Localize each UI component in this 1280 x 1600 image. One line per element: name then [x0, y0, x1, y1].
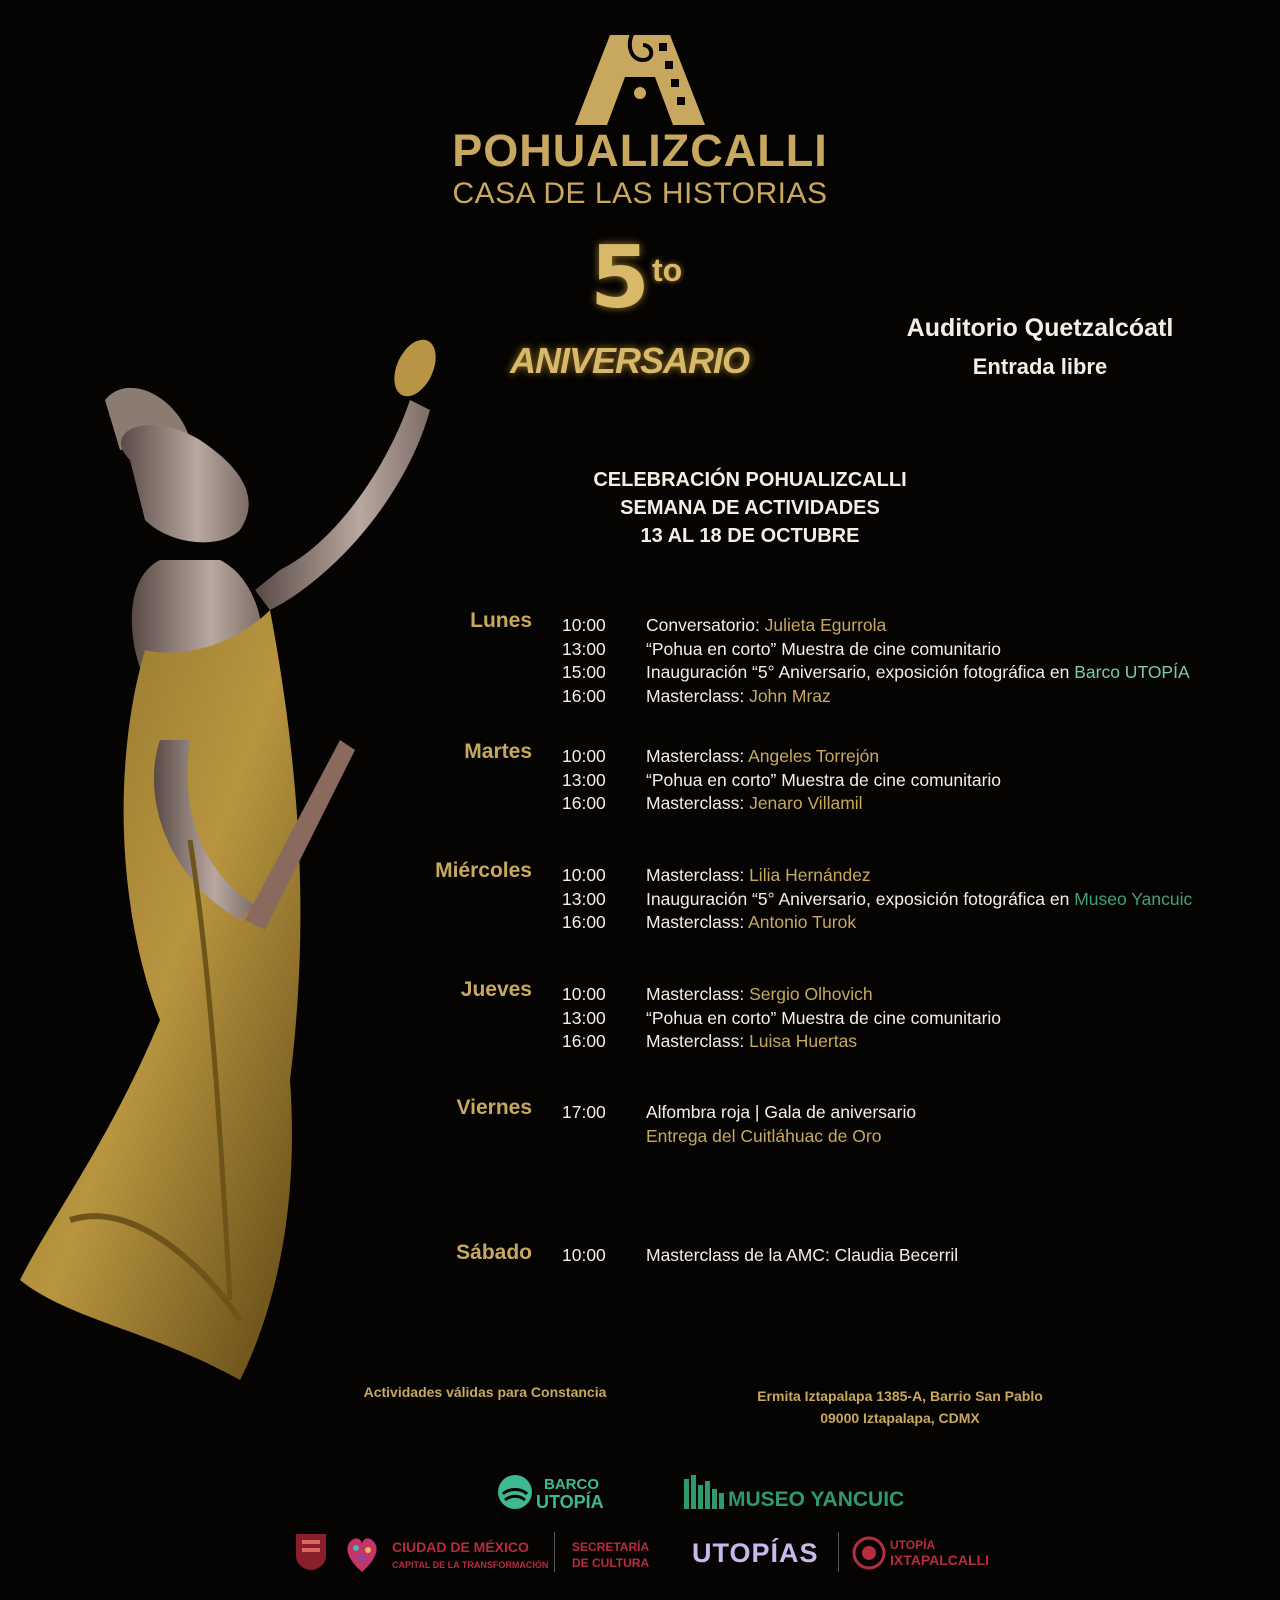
- cdmx-heart-icon: [342, 1528, 382, 1576]
- event-highlight: Sergio Olhovich: [749, 984, 873, 1004]
- event-time: 13:00: [562, 638, 606, 659]
- event-row: [562, 769, 1262, 793]
- event-highlight: Luisa Huertas: [749, 1031, 858, 1051]
- event-time: 16:00: [562, 793, 606, 813]
- event-text: Masterclass de la AMC: Claudia Becerril: [646, 1245, 959, 1265]
- ixtapalcalli-logo-line-1: UTOPÍA: [890, 1538, 936, 1552]
- event-text: Masterclass:: [646, 865, 750, 885]
- barco-logo-line-1: BARCO: [544, 1476, 599, 1493]
- day-miercoles: Miércoles: [435, 859, 532, 882]
- barco-logo-line-2: UTOPÍA: [536, 1492, 604, 1512]
- event-highlight: Museo Yancuic: [1074, 888, 1193, 909]
- event-row: [562, 792, 1262, 816]
- event-row: [562, 1007, 1262, 1031]
- celebration-line-3: 13 AL 18 DE OCTUBRE: [640, 525, 860, 547]
- event-row: [562, 888, 1262, 912]
- museo-yancuic-logo-text: MUSEO YANCUIC: [728, 1488, 905, 1511]
- brand-name: POHUALIZCALLI: [452, 125, 828, 176]
- event-highlight: Jenaro Villamil: [749, 793, 863, 813]
- utopia-ixtapalcalli-icon: [852, 1536, 886, 1570]
- event-row: [562, 1101, 1262, 1125]
- event-text: “Pohua en corto” Muestra de cine comunitario: [646, 1007, 1002, 1028]
- event-time: 10:00: [562, 746, 606, 766]
- event-text: Alfombra roja | Gala de aniversario: [646, 1102, 917, 1122]
- event-text: Masterclass:: [646, 685, 750, 706]
- day-events-lunes: [562, 614, 1262, 708]
- anniversary-number: 5: [590, 228, 650, 328]
- event-time: 10:00: [562, 1245, 606, 1265]
- divider: [554, 1532, 555, 1572]
- anniversary-suffix: to: [652, 252, 683, 288]
- day-events-jueves: [562, 983, 1262, 1054]
- event-time: 13:00: [562, 888, 606, 909]
- barco-utopia-icon: [497, 1474, 533, 1510]
- day-martes: Martes: [464, 740, 532, 763]
- day-lunes: Lunes: [470, 609, 532, 632]
- event-row: [562, 983, 1262, 1007]
- event-time: 10:00: [562, 615, 606, 635]
- day-sabado: Sábado: [456, 1241, 532, 1264]
- divider: [838, 1532, 839, 1572]
- event-time: 13:00: [562, 769, 606, 790]
- day-events-sabado: [562, 1244, 1262, 1268]
- event-row: [562, 1244, 1262, 1268]
- event-highlight: Barco UTOPÍA: [1074, 662, 1190, 682]
- event-row: [562, 864, 1262, 888]
- day-events-viernes: [562, 1101, 1262, 1148]
- secretaria-logo-line-2: DE CULTURA: [572, 1556, 650, 1570]
- event-time: 15:00: [562, 662, 606, 682]
- event-row: [562, 685, 1262, 709]
- celebration-heading: [560, 466, 940, 550]
- event-text: Masterclass:: [646, 793, 750, 813]
- event-text: Inauguración “5° Aniversario, exposición fotográfica en: [646, 662, 1075, 682]
- entry-note: Entrada libre: [972, 354, 1108, 379]
- cdmx-logo-line-2: CAPITAL DE LA TRANSFORMACIÓN: [392, 1560, 549, 1570]
- event-text: “Pohua en corto” Muestra de cine comunitario: [646, 769, 1002, 790]
- event-row: [562, 638, 1262, 662]
- event-highlight: Lilia Hernández: [749, 865, 871, 885]
- event-time: 16:00: [562, 1031, 606, 1051]
- event-text: Masterclass:: [646, 984, 750, 1004]
- secretaria-logo-line-1: SECRETARÍA: [572, 1540, 650, 1554]
- day-events-miercoles: [562, 864, 1262, 935]
- address-line-2: 09000 Iztapalapa, CDMX: [820, 1410, 980, 1426]
- statue-illustration: [10, 320, 440, 1420]
- event-text: Conversatorio:: [646, 615, 765, 635]
- event-highlight: Julieta Egurrola: [764, 615, 887, 635]
- event-row: [562, 911, 1262, 935]
- event-text: Masterclass:: [646, 912, 749, 932]
- event-time: 17:00: [562, 1102, 606, 1122]
- event-text: Masterclass:: [646, 1031, 750, 1051]
- event-text: “Pohua en corto” Muestra de cine comunitario: [646, 638, 1002, 659]
- event-time: 10:00: [562, 984, 606, 1004]
- day-jueves: Jueves: [460, 978, 532, 1001]
- event-highlight: Angeles Torrejón: [748, 746, 880, 766]
- address-line-1: Ermita Iztapalapa 1385-A, Barrio San Pablo: [757, 1388, 1043, 1404]
- celebration-line-2: SEMANA DE ACTIVIDADES: [620, 497, 880, 519]
- venue-name: Auditorio Quetzalcóatl: [906, 314, 1174, 342]
- event-time: 16:00: [562, 685, 606, 706]
- event-row: [562, 614, 1262, 638]
- address: [735, 1385, 1065, 1429]
- coat-of-arms-icon: [294, 1532, 328, 1572]
- event-row: [562, 1125, 1262, 1149]
- event-highlight: Entrega del Cuitláhuac de Oro: [646, 1125, 882, 1146]
- cdmx-logo-line-1: CIUDAD DE MÉXICO: [392, 1539, 529, 1555]
- utopias-logo-text: UTOPÍAS: [692, 1538, 819, 1568]
- event-row: [562, 661, 1262, 685]
- event-highlight: Antonio Turok: [748, 912, 857, 932]
- constancia-note: Actividades válidas para Constancia: [363, 1384, 607, 1400]
- event-row: [562, 745, 1262, 769]
- event-time: 10:00: [562, 865, 606, 885]
- event-row: [562, 1030, 1262, 1054]
- anniversary-word: ANIVERSARIO: [510, 340, 750, 381]
- day-viernes: Viernes: [456, 1096, 532, 1119]
- event-text: Masterclass:: [646, 746, 749, 766]
- ixtapalcalli-logo-line-2: IXTAPALCALLI: [890, 1552, 990, 1568]
- pohualizcalli-logo-icon: [555, 15, 725, 130]
- day-events-martes: [562, 745, 1262, 816]
- museo-yancuic-icon: [684, 1475, 724, 1509]
- event-time: 13:00: [562, 1007, 606, 1028]
- celebration-line-1: CELEBRACIÓN POHUALIZCALLI: [593, 469, 907, 491]
- event-time: 16:00: [562, 912, 606, 932]
- event-text: Inauguración “5° Aniversario, exposición fotográfica en: [646, 888, 1075, 909]
- event-highlight: John Mraz: [749, 685, 831, 706]
- brand-subtitle: CASA DE LAS HISTORIAS: [452, 177, 828, 210]
